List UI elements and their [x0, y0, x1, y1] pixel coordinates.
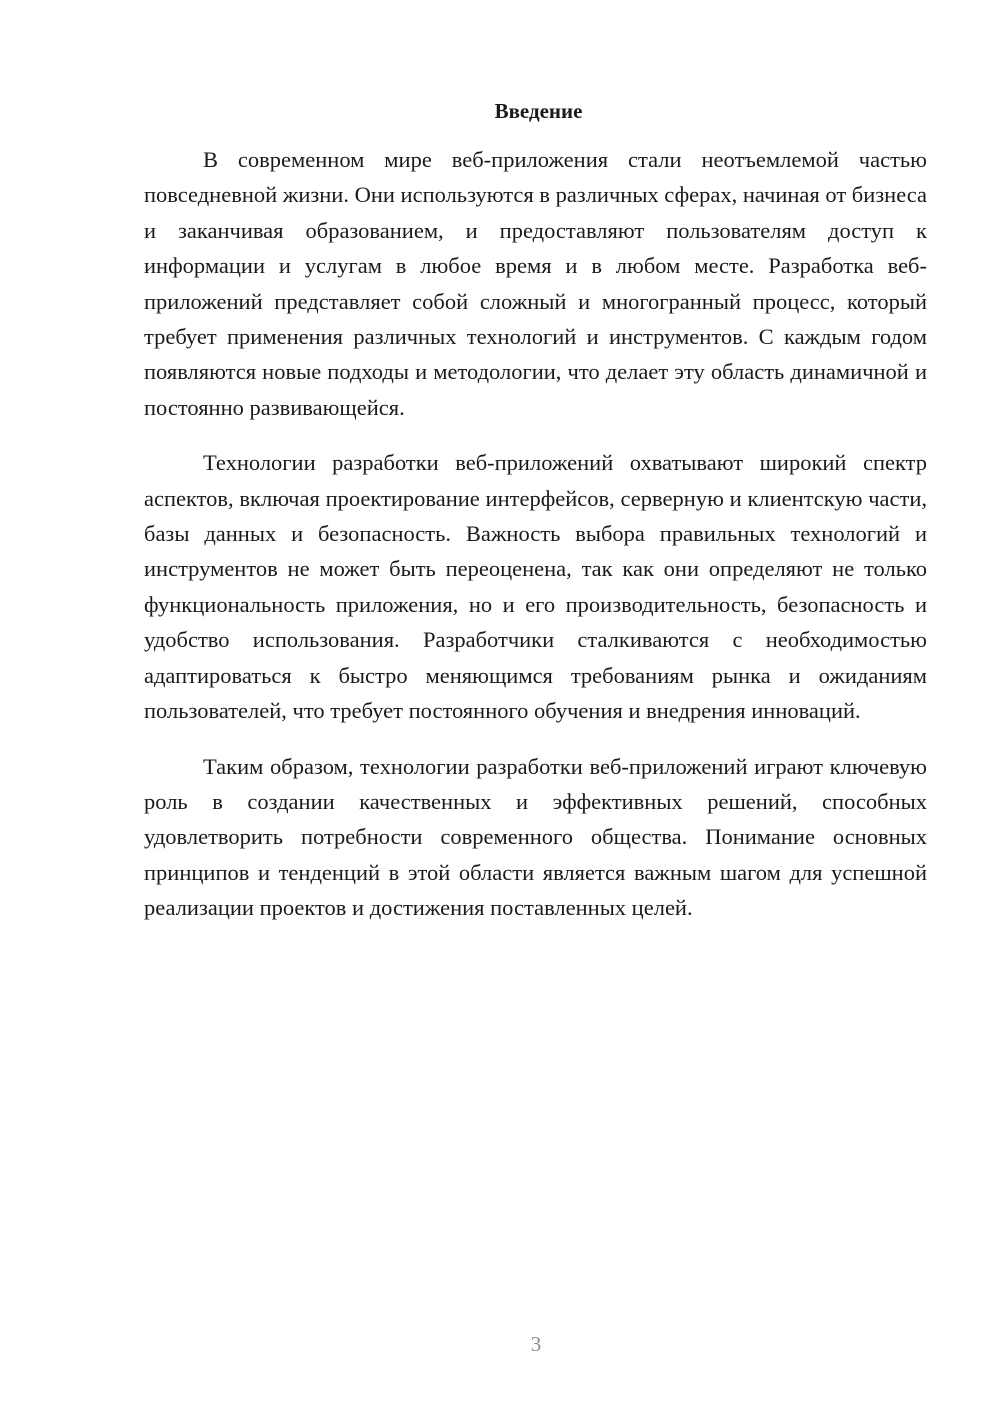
- paragraph-3: Таким образом, технологии разработки веб-приложений играют ключевую роль в создании качественных и эффективных решений, способных удовлетворить потребности современного общества. Понимание основных принципов и тенденций в этой области является важным шагом для успешной реализации проектов и достижения поставленных целей.: [144, 753, 927, 921]
- paragraph-1: В современном мире веб-приложения стали неотъемлемой частью повседневной жизни. Они используются в различных сферах, начиная от бизнеса и заканчивая образованием, и предоставляют пользователям доступ к информации и услугам в любое время и в любом месте. Разработка веб-приложений представляет собой сложный и многогранный процесс, который требует применения различных технологий и инструментов. С каждым годом появляются новые подходы и методологии, что делает эту область динамичной и постоянно развивающейся.: [144, 147, 927, 420]
- page-number: 3: [530, 1332, 542, 1356]
- paragraph-2: Технологии разработки веб-приложений охватывают широкий спектр аспектов, включая проектирование интерфейсов, серверную и клиентскую части, базы данных и безопасность. Важность выбора правильных технологий и инструментов не может быть переоценена, так как они определяют не только функциональность приложения, но и его производительность, безопасность и удобство использования. Разработчики сталкиваются с необходимостью адаптироваться к быстро меняющимся требованиям рынка и ожиданиям пользователей, что требует постоянного обучения и внедрения инноваций.: [144, 450, 927, 724]
- page-content: [144, 96, 927, 946]
- section-heading: Введение: [494, 99, 583, 123]
